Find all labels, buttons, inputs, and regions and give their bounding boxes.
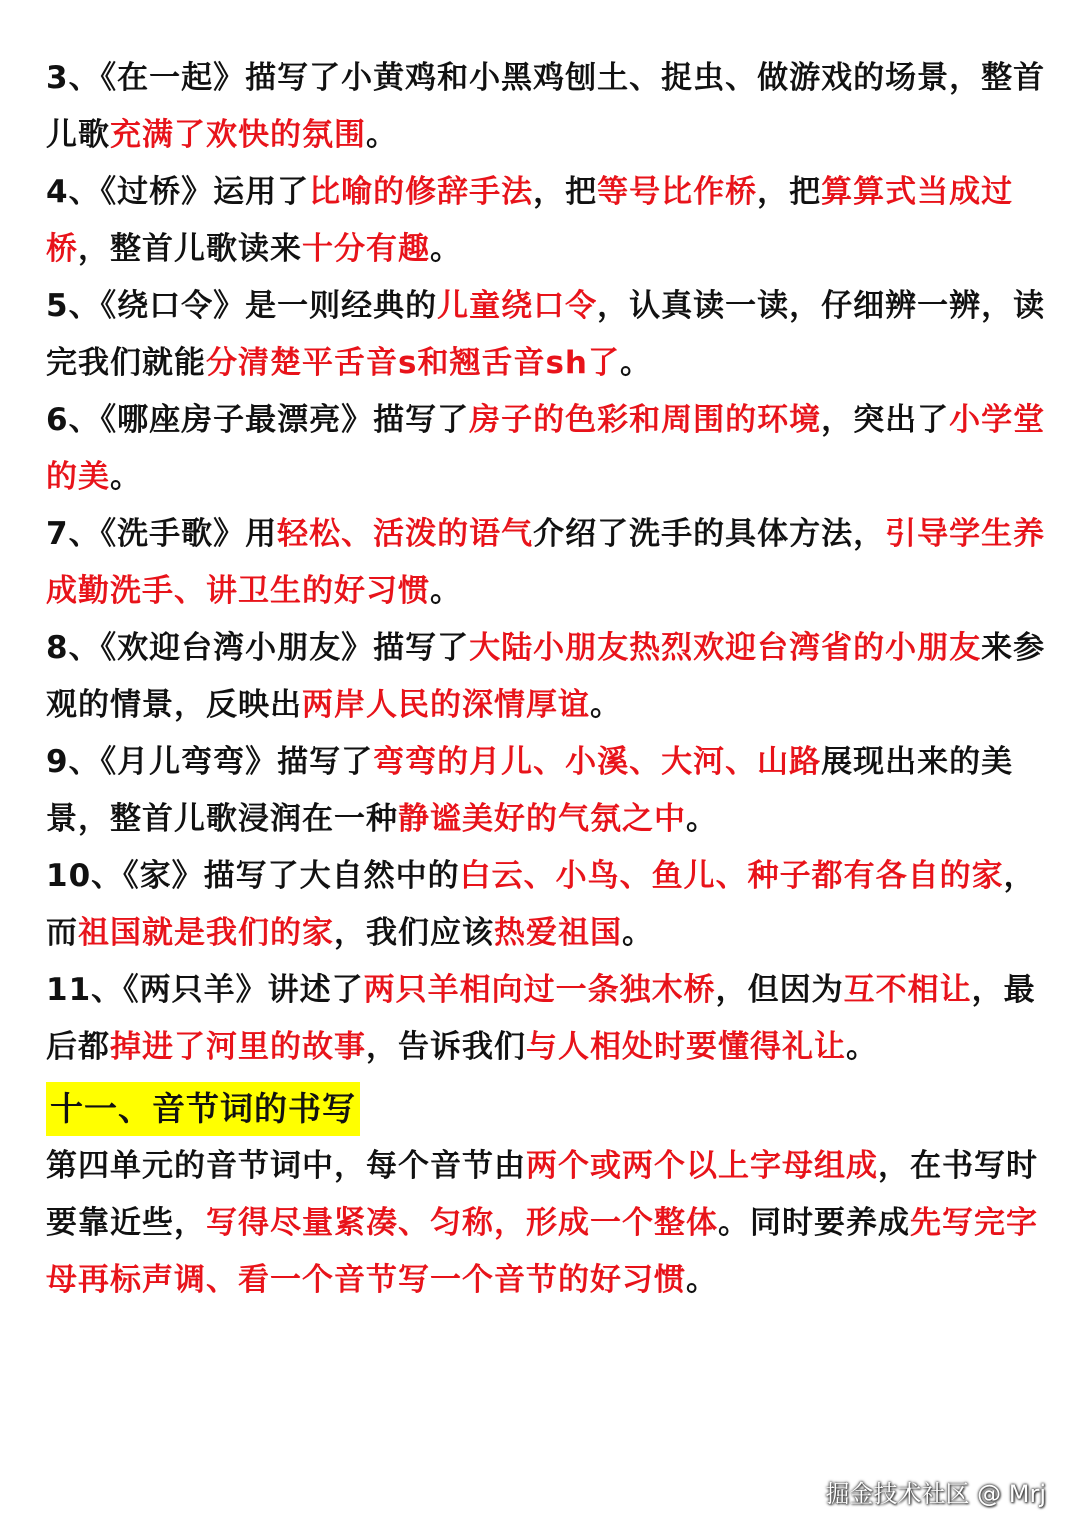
emphasis-text: 热爱祖国: [494, 915, 622, 951]
body-text: 4、《过桥》运用了: [46, 174, 310, 210]
body-text: 。: [846, 1029, 878, 1065]
summary-list: [46, 50, 1050, 1076]
emphasis-text: 分清楚平舌音s和翘舌音sh了: [206, 345, 620, 381]
body-text: 来参观的情景，反映出: [46, 630, 1046, 723]
emphasis-text: 弯弯的月儿、小溪、大河、山路: [373, 744, 822, 780]
body-text: ，整首儿歌读来: [78, 231, 302, 267]
emphasis-text: 静谧美好的气氛之中: [398, 801, 686, 837]
emphasis-text: 算算式当成过桥: [46, 174, 1014, 267]
watermark: 掘金技术社区 @ Mrj: [825, 1480, 1046, 1508]
body-text: ，在书写时要靠近些，: [46, 1148, 1038, 1241]
body-text: ，告诉我们: [366, 1029, 526, 1065]
section-heading-wrap: [46, 1076, 1050, 1138]
emphasis-text: 房子的色彩和周围的环境: [469, 402, 822, 438]
emphasis-text: 等号比作桥: [597, 174, 758, 210]
list-item: [46, 848, 1050, 962]
body-text: 6、《哪座房子最漂亮》描写了: [46, 402, 470, 438]
emphasis-text: 白云、小鸟、鱼儿、种子都有各自的家: [459, 858, 1004, 894]
body-text: 。: [590, 687, 622, 723]
body-text: ，认真读一读，仔细辨一辨，读完我们就能: [46, 288, 1046, 381]
body-text: 9、《月儿弯弯》描写了: [46, 744, 374, 780]
list-item: [46, 962, 1050, 1076]
body-text: ，把: [533, 174, 598, 210]
body-text: 8、《欢迎台湾小朋友》描写了: [46, 630, 470, 666]
body-text: 。: [430, 573, 462, 609]
emphasis-text: 十分有趣: [302, 231, 430, 267]
body-text: ，把: [757, 174, 822, 210]
body-text: 3、《在一起》描写了小黄鸡和小黑鸡刨土、捉虫、做游戏的场景，整首儿歌: [46, 60, 1046, 153]
body-text: 展现出来的美景，整首儿歌浸润在一种: [46, 744, 1014, 837]
body-text: 11、《两只羊》讲述了: [46, 972, 364, 1008]
body-text: 。: [686, 801, 718, 837]
body-text: ，但因为: [715, 972, 844, 1008]
emphasis-text: 大陆小朋友热烈欢迎台湾省的小朋友: [469, 630, 982, 666]
list-item: [46, 620, 1050, 734]
body-text: ，最后都: [46, 972, 1036, 1065]
emphasis-text: 与人相处时要懂得礼让: [526, 1029, 846, 1065]
emphasis-text: 小学堂的美: [46, 402, 1046, 495]
emphasis-text: 掉进了河里的故事: [110, 1029, 366, 1065]
list-item: [46, 50, 1050, 164]
body-text: 。: [366, 117, 398, 153]
section-heading: 十一、音节词的书写: [46, 1082, 360, 1136]
body-text: 5、《绕口令》是一则经典的: [46, 288, 438, 324]
body-text: ，而: [46, 858, 1036, 951]
emphasis-text: 先写完字母再标声调、看一个音节写一个音节的好习惯: [46, 1205, 1038, 1298]
body-text: 7、《洗手歌》用: [46, 516, 278, 552]
emphasis-text: 比喻的修辞手法: [309, 174, 534, 210]
emphasis-text: 两岸人民的深情厚谊: [302, 687, 590, 723]
list-item: [46, 506, 1050, 620]
emphasis-text: 祖国就是我们的家: [78, 915, 334, 951]
body-text: 。: [686, 1262, 718, 1298]
emphasis-text: 充满了欢快的氛围: [110, 117, 366, 153]
emphasis-text: 引导学生养成勤洗手、讲卫生的好习惯: [46, 516, 1046, 609]
section-paragraph: [46, 1138, 1050, 1309]
body-text: 10、《家》描写了大自然中的: [46, 858, 460, 894]
emphasis-text: 互不相让: [843, 972, 972, 1008]
emphasis-text: 轻松、活泼的语气: [277, 516, 534, 552]
list-item: [46, 734, 1050, 848]
body-text: ，突出了: [821, 402, 950, 438]
body-text: 。: [619, 345, 652, 381]
list-item: [46, 392, 1050, 506]
body-text: 。同时要养成: [718, 1205, 910, 1241]
emphasis-text: 两个或两个以上字母组成: [526, 1148, 878, 1184]
emphasis-text: 写得尽量紧凑、匀称，形成一个整体: [206, 1205, 718, 1241]
body-text: 。: [430, 231, 462, 267]
body-text: 。: [110, 459, 142, 495]
list-item: [46, 278, 1050, 392]
list-item: [46, 164, 1050, 278]
emphasis-text: 儿童绕口令: [437, 288, 598, 324]
body-text: 。: [622, 915, 654, 951]
body-text: 介绍了洗手的具体方法，: [533, 516, 886, 552]
emphasis-text: 两只羊相向过一条独木桥: [363, 972, 716, 1008]
body-text: 第四单元的音节词中，每个音节由: [46, 1148, 526, 1184]
body-text: ，我们应该: [334, 915, 494, 951]
